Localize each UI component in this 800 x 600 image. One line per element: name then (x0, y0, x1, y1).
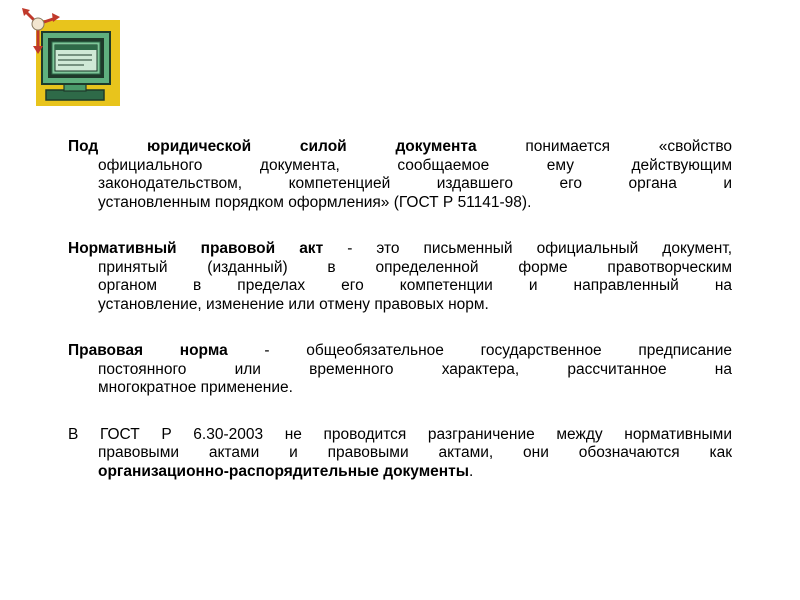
text-line: В ГОСТ Р 6.30-2003 не проводится разграничение между нормативными (68, 425, 732, 443)
text-line: Под юридической силой документа понимается «свойство (68, 138, 732, 155)
term-org-admin-documents: организационно-распорядительные документы (98, 462, 469, 480)
text-line: законодательством, компетенцией издавшего его органа и (98, 175, 732, 192)
term-legal-norm: Правовая норма (68, 342, 228, 359)
text-line: Нормативный правовой акт - это письменный официальный документ, (68, 240, 733, 257)
term-normative-act: Нормативный правовой акт (68, 240, 324, 257)
text-content (68, 138, 732, 509)
text-line: многократное применение. (98, 379, 293, 396)
paragraph-legal-force (68, 138, 732, 212)
paragraph-gost (68, 426, 732, 482)
paragraph-normative-act (68, 240, 732, 314)
computer-monitor-icon (20, 2, 130, 112)
text-line: Правовая норма - общеобязательное государственное предписание (68, 342, 732, 359)
text-line: организационно-распорядительные документы. (98, 462, 474, 480)
text-line: установленным порядком оформления» (ГОСТ Р 51141-98). (98, 193, 532, 211)
text-line: правовыми актами и правовыми актами, они обозначаются как (98, 444, 732, 461)
text-line: постоянного или временного характера, рассчитанное на (98, 360, 732, 378)
text-line: официального документа, сообщаемое ему действующим (98, 156, 732, 174)
text-line: принятый (изданный) в определенной форме правотворческим (98, 258, 732, 276)
text-line: органом в пределах его компетенции и направленный на (98, 277, 732, 294)
paragraph-legal-norm (68, 342, 732, 398)
term-legal-force: Под юридической силой документа (68, 138, 477, 155)
text-line: установление, изменение или отмену правовых норм. (98, 295, 489, 313)
